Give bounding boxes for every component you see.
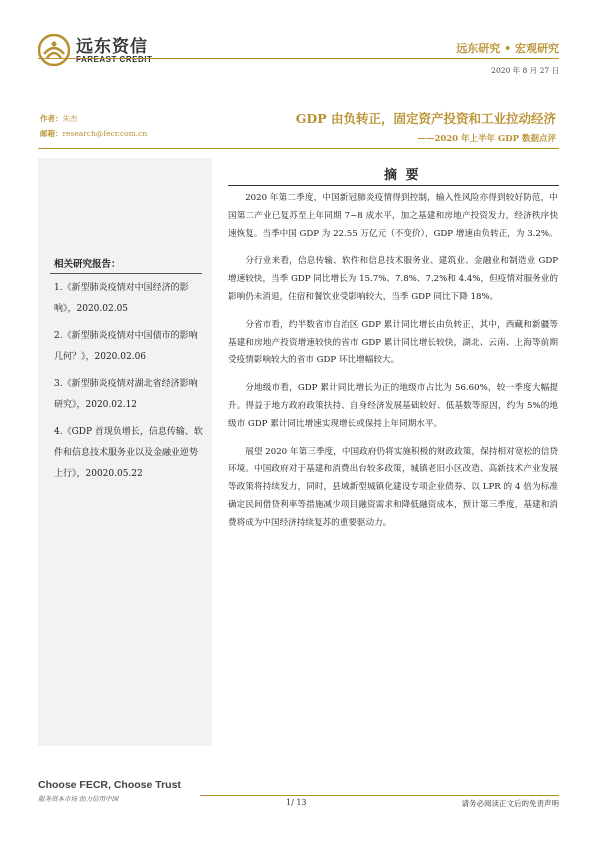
author-block (40, 111, 147, 141)
header-divider (38, 58, 559, 59)
sidebar-divider (50, 273, 202, 274)
email-label: 邮箱： (40, 129, 63, 138)
page-number: 1/ 13 (286, 798, 307, 807)
author-label: 作者： (40, 114, 63, 123)
abstract-paragraph: 分省市看，约半数省市自治区 GDP 累计同比增长由负转正，其中，西藏和新疆等基建和房地产投资增速较快的省市 GDP 累计同比增长较快，湖北、云南、上海等前期受疫情影响较大的省市 GDP 环比增幅较大。 (228, 319, 558, 366)
footer-divider (200, 795, 559, 796)
abstract-divider (228, 185, 559, 186)
brand-name-en: FAREAST CREDIT (76, 55, 153, 64)
related-report-item[interactable]: 1.《新型肺炎疫情对中国经济的影响》，2020.02.05 (54, 283, 189, 314)
brand-name-cn: 远东资信 (76, 37, 148, 57)
abstract-paragraph: 展望 2020 年第三季度，中国政府仍将实施积极的财政政策，保持相对宽松的信贷环境。中国政府对于基建和消费出台较多政策，城镇老旧小区改造、高新技术产业发展等政策将持续发力，同时，县域新型城镇化建设专项企业债券、以 LPR 的 4 倍为标准确定民间借贷利率等措施减少项目融资需求和降低融资成本，预计第三季度，基建和消费将成为中国经济持续复苏的重要驱动力。 (228, 446, 558, 528)
abstract-paragraph: 分行业来看，信息传输、软件和信息技术服务业、建筑业、金融业和制造业 GDP 增速较快，当季 GDP 同比增长为 15.7%、7.8%、7.2%和 4.4%，但疫情对服务业的影响仍未消退，住宿和餐饮业受影响较大，当季 GDP 同比下降 18%。 (228, 256, 558, 302)
related-reports-heading: 相关研究报告： (54, 259, 121, 270)
disclaimer-note: 请务必阅读正文后的免责声明 (461, 799, 559, 808)
fareast-logo-icon (38, 34, 70, 66)
related-report-item[interactable]: 2.《新型肺炎疫情对中国债市的影响几何？》，2020.02.06 (54, 331, 198, 362)
author-name: 朱杰 (62, 114, 78, 123)
abstract-body (228, 190, 558, 543)
related-report-item[interactable]: 3.《新型肺炎疫情对湖北省经济影响研究》，2020.02.12 (54, 379, 198, 410)
footer-tagline: 服务资本市场 助力信用中国 (38, 795, 119, 803)
report-date: 2020 年 8 月 27 日 (491, 66, 559, 75)
author-email[interactable]: research@fecr.com.cn (62, 129, 148, 138)
abstract-paragraph: 分地级市看，GDP 累计同比增长为正的地级市占比为 56.60%，较一季度大幅提升。得益于地方政府政策扶持、自身经济发展基础较好、低基数等原因，约为 5%的地级市 GDP 累计同比增速实现增长或保持上年同期水平。 (228, 383, 558, 429)
related-reports-list (54, 278, 204, 491)
report-section: 远东研究 • 宏观研究 (456, 42, 559, 55)
abstract-heading: 摘 要 (384, 168, 421, 183)
sidebar (38, 158, 212, 746)
report-subtitle: ——2020 年上半年 GDP 数据点评 (417, 134, 556, 144)
brand-logo (38, 32, 218, 72)
related-report-item[interactable]: 4.《GDP 首现负增长，信息传输、软件和信息技术服务业以及金融业逆势上行》，20020.05.22 (54, 427, 203, 479)
report-title: GDP 由负转正，固定资产投资和工业拉动经济 (295, 111, 556, 126)
title-divider (38, 148, 559, 149)
footer-slogan: Choose FECR, Choose Trust (38, 779, 181, 791)
abstract-paragraph: 2020 年第二季度，中国新冠肺炎疫情得到控制，输入性风险亦得到较好防范，中国第二产业已复苏至上年同期 7~8 成水平，加之基建和房地产投资发力，经济秩序快速恢复。当季中国 GDP 为 22.55 万亿元（不变价），GDP 增速由负转正，为 3.2%。 (228, 193, 558, 239)
